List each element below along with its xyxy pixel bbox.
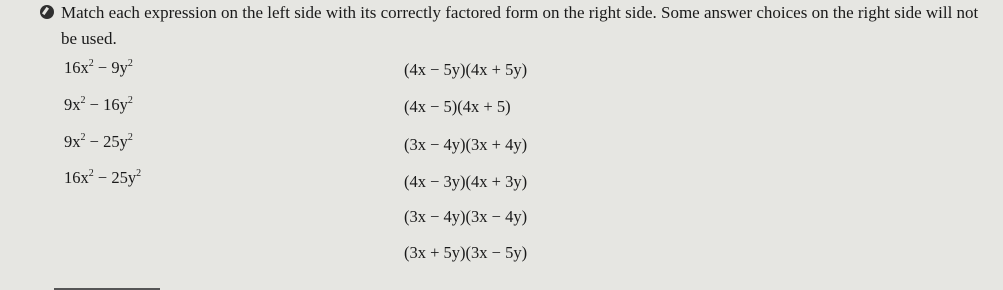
answer-option[interactable]: (4x − 3y)(4x + 3y) (404, 172, 528, 191)
answer-option[interactable]: (4x − 5)(4x + 5) (404, 97, 511, 116)
left-expression[interactable]: $9x^2 - 25y^2$ (64, 132, 133, 151)
left-expression[interactable]: $9x^2 - 16y^2$ (64, 95, 133, 114)
answer-option[interactable]: (3x − 4y)(3x + 4y) (404, 135, 528, 154)
left-expression[interactable]: $16x^2 - 9y^2$ (64, 58, 133, 77)
question-instructions: Match each expression on the left side with its correctly factored form on the right side. Some answer choices on the right side will not be used. (61, 3, 979, 48)
left-expression[interactable]: $16x^2 - 25y^2$ (64, 168, 142, 187)
answer-option[interactable]: (4x − 5y)(4x + 5y) (404, 60, 528, 79)
checkmark-bullet-icon (40, 5, 54, 19)
answer-option[interactable]: (3x + 5y)(3x − 5y) (404, 243, 528, 262)
answer-option[interactable]: (3x − 4y)(3x − 4y) (404, 207, 528, 226)
